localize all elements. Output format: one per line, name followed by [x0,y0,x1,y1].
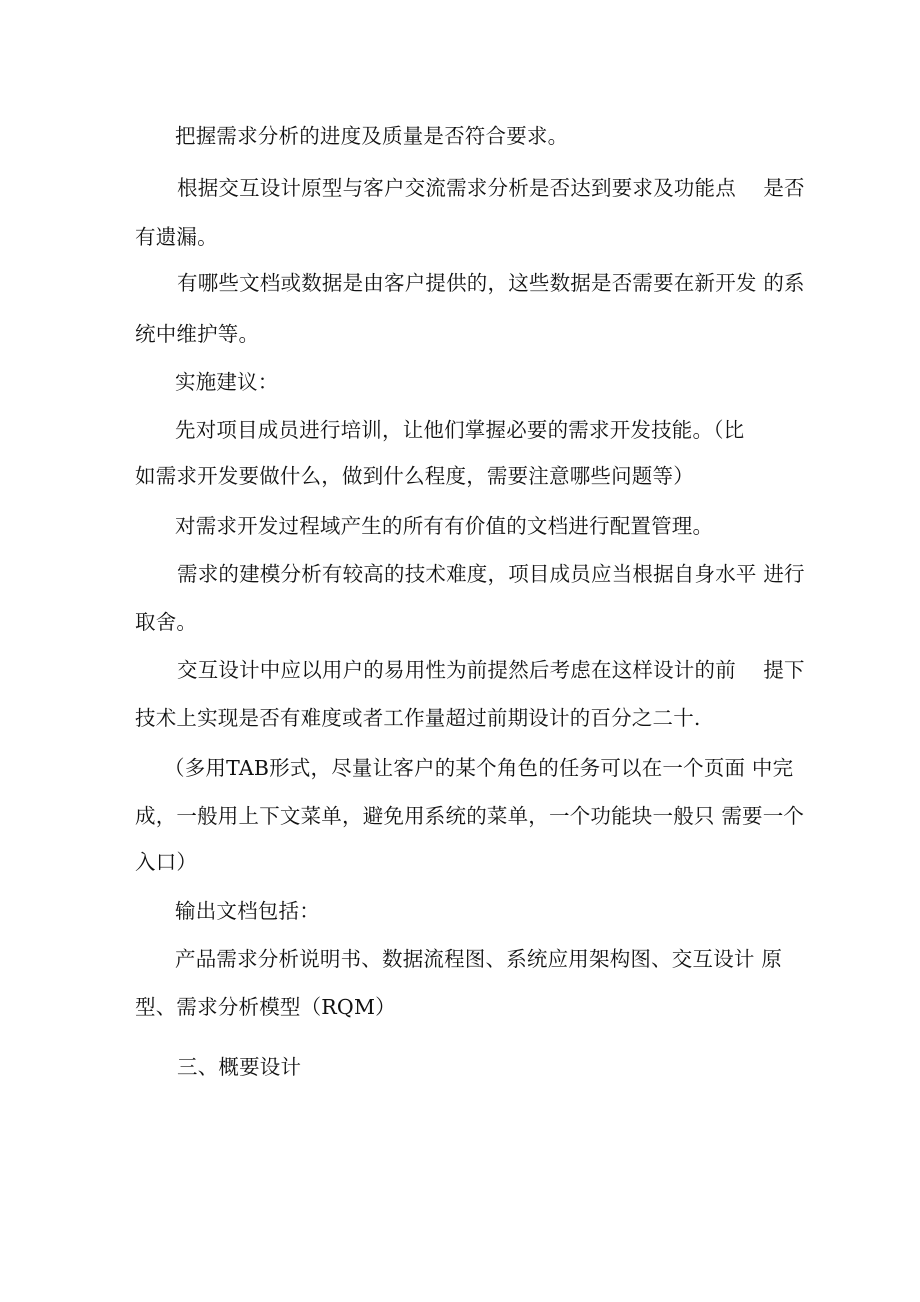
text-line-output-documents: 输出文档包括： [175,899,320,923]
text-line-progress-quality: 把握需求分析的进度及质量是否符合要求。 [175,124,569,148]
text-line-prototype-check: 根据交互设计原型与客户交流需求分析是否达到要求及功能点 是否 [177,176,805,200]
text-line-single-entry: 入口） [135,850,198,874]
text-line-modeling-analysis: 需求的建模分析有较高的技术难度，项目成员应当根据自身水平 进行 [177,562,805,586]
text-line-context-menu: 成，一般用上下文菜单，避免用系统的菜单，一个功能块一般只 需要一个 [135,804,805,828]
text-line-omission: 有遗漏。 [135,225,218,249]
text-line-product-documents: 产品需求分析说明书、数据流程图、系统应用架构图、交互设计 原 [175,947,783,971]
text-line-technical-difficulty: 技术上实现是否有难度或者工作量超过前期设计的百分之二十. [135,706,701,730]
text-line-model-documents: 型、需求分析模型（RQM） [135,995,396,1019]
text-line-maintenance: 统中维护等。 [135,322,260,346]
text-line-usability: 交互设计中应以用户的易用性为前提然后考虑在这样设计的前 提下 [177,658,805,682]
text-line-tradeoff: 取舍。 [135,610,198,634]
section-heading-outline-design: 三、概要设计 [177,1055,302,1079]
text-line-implementation-suggestion: 实施建议： [175,370,279,394]
text-line-configuration-management: 对需求开发过程域产生的所有有价值的文档进行配置管理。 [175,514,714,538]
text-line-customer-data: 有哪些文档或数据是由客户提供的，这些数据是否需要在新开发 的系 [177,271,805,295]
text-line-tab-form: （多用TAB形式，尽量让客户的某个角色的任务可以在一个页面 中完 [164,756,794,780]
text-line-training: 先对项目成员进行培训，让他们掌握必要的需求开发技能。（比 [175,418,745,442]
text-line-training-example: 如需求开发要做什么，做到什么程度，需要注意哪些问题等） [135,464,694,488]
